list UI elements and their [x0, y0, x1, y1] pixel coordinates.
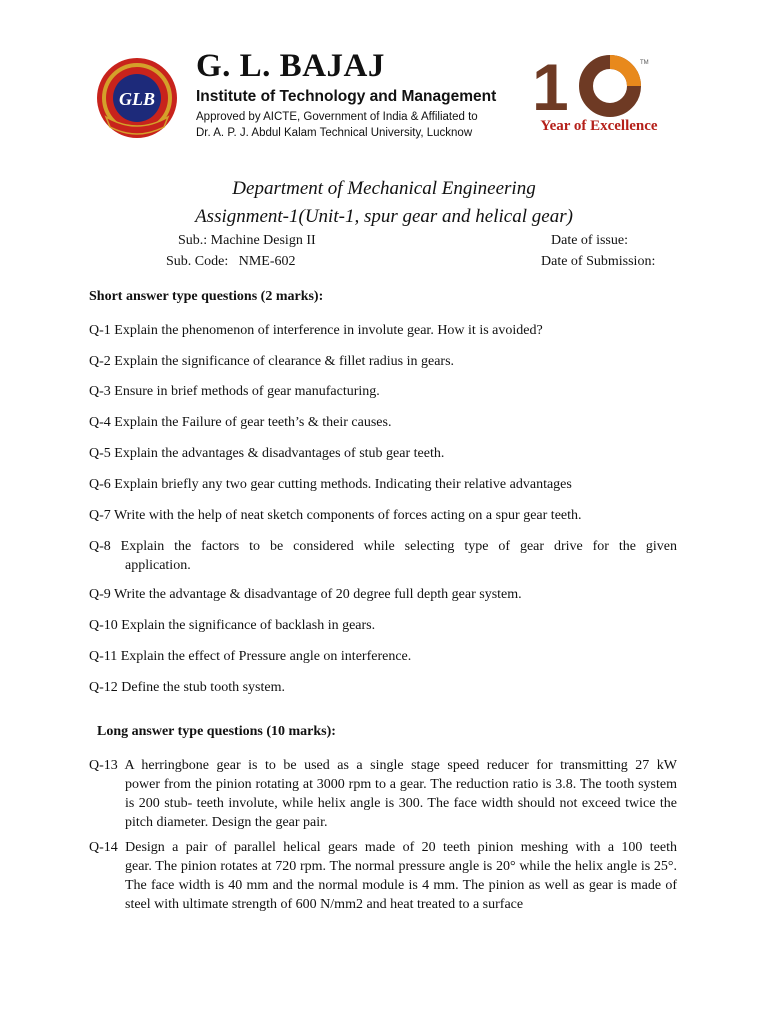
approval-line-2: Dr. A. P. J. Abdul Kalam Technical University, Lucknow [196, 127, 473, 139]
question-3: Q-3 Ensure in brief methods of gear manufacturing. [89, 384, 380, 399]
question-8-line-1: Q-8 Explain the factors to be considered while selecting type of gear drive for the given [89, 539, 677, 554]
question-1: Q-1 Explain the phenomenon of interference in involute gear. How it is avoided? [89, 323, 543, 338]
institute-seal-logo [96, 57, 178, 139]
question-13-continuation: power from the pinion rotating at 3000 rpm to a gear. The reduction ratio is 3.8. The tooth system is 200 stub- teeth involute, while helix angle is 300. The face width should not exceed twice the pitch diameter. Design the gear pair. [125, 777, 677, 830]
institute-name: G. L. BAJAJ [196, 48, 385, 84]
question-11: Q-11 Explain the effect of Pressure angle on interference. [89, 649, 412, 664]
date-of-issue: Date of issue: [551, 233, 628, 248]
subject-code-label: Sub. Code: [166, 254, 229, 269]
question-9: Q-9 Write the advantage & disadvantage of 20 degree full depth gear system. [89, 587, 522, 602]
long-answer-heading: Long answer type questions (10 marks): [97, 724, 336, 739]
question-2: Q-2 Explain the significance of clearance & fillet radius in gears. [89, 354, 455, 369]
question-6: Q-6 Explain briefly any two gear cutting methods. Indicating their relative advantages [89, 477, 572, 492]
department-title: Department of Mechanical Engineering [232, 178, 536, 199]
question-13 [89, 756, 677, 832]
assignment-title: Assignment-1(Unit-1, spur gear and helical gear) [195, 206, 573, 227]
date-of-submission: Date of Submission: [541, 254, 656, 269]
question-14-line-1: Q-14 Design a pair of parallel helical gears made of 20 teeth pinion meshing with a 100 teeth [89, 840, 677, 855]
subject-name: Sub.: Machine Design II [178, 233, 316, 248]
question-14 [89, 838, 677, 914]
svg-text:GLB: GLB [119, 89, 155, 109]
institute-approval [196, 109, 478, 141]
question-12: Q-12 Define the stub tooth system. [89, 680, 285, 695]
subject-code [166, 254, 296, 270]
question-14-continuation: gear. The pinion rotates at 720 rpm. The normal pressure angle is 20° while the helix angle is 25°. The face width is 40 mm and the normal module is 4 mm. The pinion as well as gear is made of steel with ultimate strength of 600 N/mm2 and heat treated to a surface [125, 859, 677, 912]
question-8-line-2: application. [125, 558, 191, 573]
approval-line-1: Approved by AICTE, Government of India & Affiliated to [196, 111, 478, 123]
question-13-line-1: Q-13 A herringbone gear is to be used as a single stage speed reducer for transmitting 27 kW [89, 758, 677, 773]
question-7: Q-7 Write with the help of neat sketch components of forces acting on a spur gear teeth. [89, 508, 582, 523]
question-4: Q-4 Explain the Failure of gear teeth’s & their causes. [89, 415, 392, 430]
year-of-excellence-text: Year of Excellence [540, 118, 658, 134]
subject-code-value: NME-602 [238, 254, 296, 269]
question-5: Q-5 Explain the advantages & disadvantages of stub gear teeth. [89, 446, 445, 461]
short-answer-heading: Short answer type questions (2 marks): [89, 289, 324, 304]
question-10: Q-10 Explain the significance of backlash in gears. [89, 618, 376, 633]
anniversary-tm: TM [640, 60, 649, 66]
institute-subtitle: Institute of Technology and Management [196, 88, 497, 105]
anniversary-number-one: 1 [532, 50, 569, 124]
question-8 [89, 537, 677, 575]
